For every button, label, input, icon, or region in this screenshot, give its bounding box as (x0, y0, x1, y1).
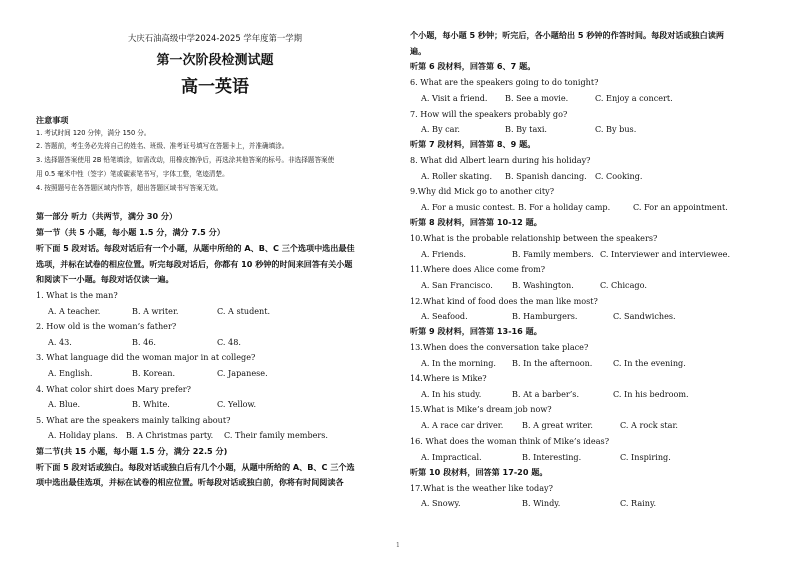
section2-instruction: 项中选出最佳选项，并标在试卷的相应位置。听每段对话或独白前，你将有时间阅读各 (36, 477, 344, 487)
option-a: A. Snowy. (421, 498, 461, 508)
page-number: 1 (396, 542, 400, 549)
question-13: 13.When does the conversation take place? (410, 342, 589, 352)
section1-instruction: 听下面 5 段对话。每段对话后有一个小题，从题中所给的 A、B、C 三个选项中选出最佳 (36, 243, 355, 253)
option-a: A. San Francisco. (421, 280, 493, 290)
question-3: 3. What language did the woman major in at college? (36, 352, 256, 362)
question-12: 12.What kind of food does the man like most? (410, 296, 598, 306)
option-a: A. 43. (48, 337, 72, 347)
notice-item: 1. 考试时间 120 分钟，满分 150 分。 (36, 129, 151, 137)
material-7-heading: 听第 7 段材料，回答第 8、9 题。 (410, 139, 536, 149)
notice-title: 注意事项 (36, 115, 69, 125)
notice-item: 4. 按照题号在各答题区域内作答，超出答题区域书写答案无效。 (36, 184, 223, 192)
option-c: C. A student. (217, 306, 271, 316)
subject-title: 高一英语 (181, 77, 249, 97)
option-b: B. At a barber’s. (512, 389, 580, 399)
question-2: 2. How old is the woman’s father? (36, 321, 177, 331)
option-c: C. 48. (217, 337, 241, 347)
option-b: B. For a holiday camp. (518, 202, 611, 212)
section1-title: 第一节（共 5 小题，每小题 1.5 分，满分 7.5 分） (36, 227, 225, 237)
option-b: B. 46. (132, 337, 156, 347)
option-b: B. A great writer. (522, 420, 593, 430)
part1-title: 第一部分 听力（共两节，满分 30 分） (36, 211, 178, 221)
notice-item: 3. 选择题答案使用 2B 铅笔填涂，如需改动，用橡皮擦净后，再选涂其他答案的标号。非选择题答案使 (36, 156, 335, 164)
option-a: A. In the morning. (421, 358, 496, 368)
option-a: A. Friends. (421, 249, 466, 259)
option-b: B. White. (132, 399, 170, 409)
option-c: C. Chicago. (600, 280, 647, 290)
option-a: A. A teacher. (48, 306, 101, 316)
option-b: B. See a movie. (505, 93, 569, 103)
question-9: 9.Why did Mick go to another city? (410, 186, 555, 196)
section2-instruction-continued: 个小题，每小题 5 秒钟；听完后，各小题给出 5 秒钟的作答时间。每段对话或独白读两 (410, 30, 724, 40)
section1-instruction: 选项，并标在试卷的相应位置。听完每段对话后，你都有 10 秒钟的时间来回答有关小题 (36, 259, 353, 269)
option-a: A. Visit a friend. (421, 93, 488, 103)
material-8-heading: 听第 8 段材料，回答第 10-12 题。 (410, 217, 542, 227)
option-b: B. Hamburgers. (512, 311, 578, 321)
option-b: B. A writer. (132, 306, 179, 316)
question-7: 7. How will the speakers probably go? (410, 109, 568, 119)
section2-instruction: 听下面 5 段对话或独白。每段对话或独白后有几个小题，从题中所给的 A、B、C 三个选 (36, 462, 355, 472)
option-c: C. By bus. (595, 124, 637, 134)
section2-title: 第二节(共 15 小题，每小题 1.5 分，满分 22.5 分) (36, 446, 228, 456)
notice-item: 2. 答题前，考生务必先将自己的姓名、班级、准考证号填写在答题卡上，并准确填涂。 (36, 142, 289, 150)
option-c: C. Interviewer and interviewee. (600, 249, 731, 259)
material-9-heading: 听第 9 段材料，回答第 13-16 题。 (410, 326, 542, 336)
notice-item: 用 0.5 毫米中性（签字）笔或碳素笔书写，字体工整，笔迹清楚。 (36, 170, 229, 178)
question-5: 5. What are the speakers mainly talking about? (36, 415, 231, 425)
question-4: 4. What color shirt does Mary prefer? (36, 384, 191, 394)
option-b: B. Interesting. (522, 452, 582, 462)
question-11: 11.Where does Alice come from? (410, 264, 546, 274)
option-c: C. Sandwiches. (613, 311, 676, 321)
option-b: B. Windy. (522, 498, 561, 508)
question-8: 8. What did Albert learn during his holiday? (410, 155, 591, 165)
option-c: C. Inspiring. (620, 452, 671, 462)
material-6-heading: 听第 6 段材料，回答第 6、7 题。 (410, 61, 536, 71)
option-b: B. In the afternoon. (512, 358, 593, 368)
option-a: A. English. (48, 368, 93, 378)
question-1: 1. What is the man? (36, 290, 118, 300)
option-b: B. By taxi. (505, 124, 547, 134)
option-c: C. In his bedroom. (613, 389, 689, 399)
option-a: A. Roller skating. (421, 171, 493, 181)
question-17: 17.What is the weather like today? (410, 483, 553, 493)
option-c: C. A rock star. (620, 420, 679, 430)
option-a: A. Blue. (48, 399, 81, 409)
right-column (410, 0, 778, 561)
option-a: A. Impractical. (421, 452, 482, 462)
question-16: 16. What does the woman think of Mike’s ideas? (410, 436, 610, 446)
section2-instruction-continued: 遍。 (410, 46, 427, 56)
option-a: A. Seafood. (421, 311, 468, 321)
option-a: A. Holiday plans. (48, 430, 118, 440)
option-c: C. Yellow. (217, 399, 257, 409)
section1-instruction: 和阅读下一小题。每段对话仅读一遍。 (36, 274, 174, 284)
option-b: B. A Christmas party. (126, 430, 214, 440)
question-14: 14.Where is Mike? (410, 373, 487, 383)
option-c: C. Their family members. (224, 430, 329, 440)
question-15: 15.What is Mike’s dream job now? (410, 404, 552, 414)
option-b: B. Spanish dancing. (505, 171, 587, 181)
material-10-heading: 听第 10 段材料，回答第 17-20 题。 (410, 467, 548, 477)
option-b: B. Washington. (512, 280, 574, 290)
option-c: C. In the evening. (613, 358, 686, 368)
option-a: A. For a music contest. (421, 202, 516, 212)
question-6: 6. What are the speakers going to do tonight? (410, 77, 599, 87)
option-b: B. Korean. (132, 368, 176, 378)
option-c: C. Japanese. (217, 368, 268, 378)
option-c: C. Enjoy a concert. (595, 93, 673, 103)
left-column (34, 0, 396, 561)
question-10: 10.What is the probable relationship between the speakers? (410, 233, 658, 243)
option-a: A. By car. (421, 124, 460, 134)
option-c: C. Cooking. (595, 171, 643, 181)
option-b: B. Family members. (512, 249, 594, 259)
option-a: A. In his study. (421, 389, 482, 399)
option-a: A. A race car driver. (421, 420, 504, 430)
option-c: C. For an appointment. (633, 202, 728, 212)
school-line: 大庆石油高级中学2024-2025 学年度第一学期 (128, 33, 302, 43)
option-c: C. Rainy. (620, 498, 657, 508)
exam-title: 第一次阶段检测试题 (156, 53, 274, 68)
